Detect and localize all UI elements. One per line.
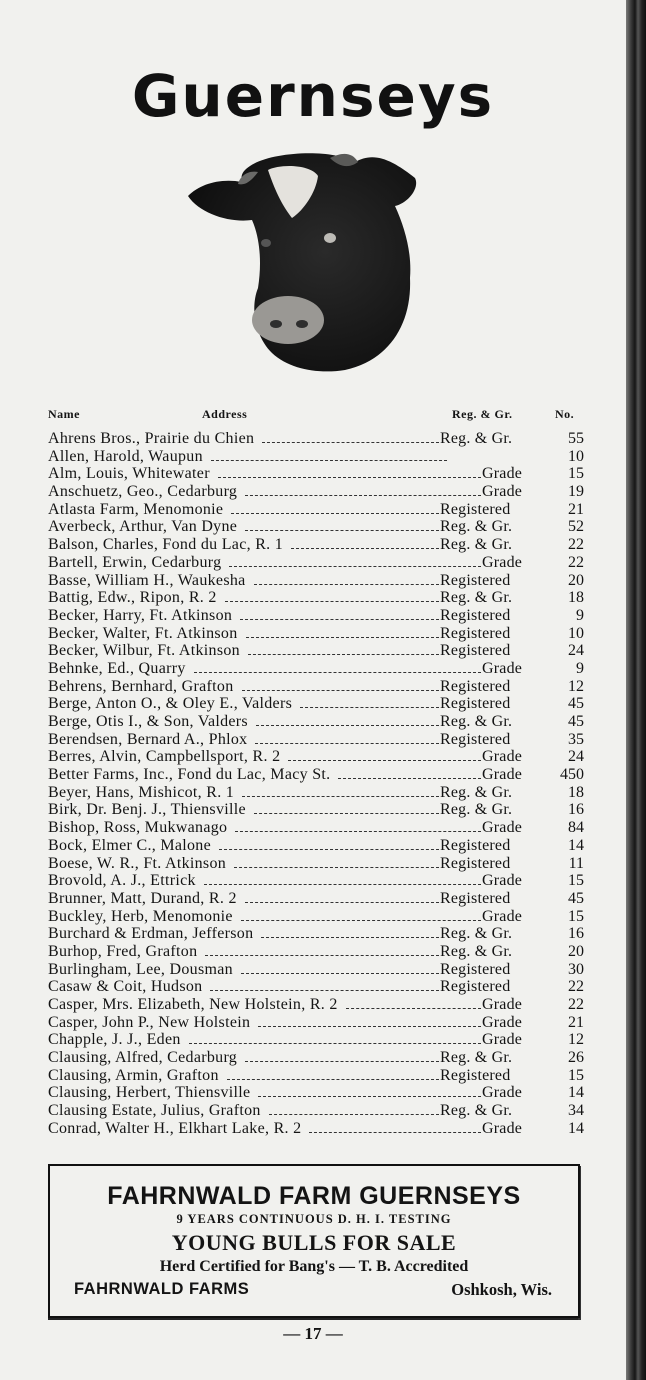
leader-dashes xyxy=(246,625,439,638)
leader-dashes xyxy=(254,801,439,814)
entry-name-address: Allen, Harold, Waupun xyxy=(48,447,203,465)
entry-registration: Registered xyxy=(440,836,511,854)
leader-dashes xyxy=(229,554,481,567)
entry-registration: Registered xyxy=(440,606,511,624)
entry-name-address: Birk, Dr. Benj. J., Thiensville xyxy=(48,801,246,819)
list-item xyxy=(48,465,584,483)
entry-name-address: Casaw & Coit, Hudson xyxy=(48,978,203,996)
entry-name-address: Balson, Charles, Fond du Lac, R. 1 xyxy=(48,536,284,554)
entry-count: 22 xyxy=(568,536,584,554)
leader-dashes xyxy=(291,536,439,549)
list-item xyxy=(48,872,584,890)
entry-name-address: Basse, William H., Waukesha xyxy=(48,571,246,589)
list-item xyxy=(48,925,584,943)
list-item xyxy=(48,1014,584,1032)
list-item xyxy=(48,890,584,908)
list-item xyxy=(48,731,584,749)
entry-count: 14 xyxy=(568,1084,584,1102)
entry-registration: Registered xyxy=(440,571,511,589)
leader-dashes xyxy=(258,1084,481,1097)
entry-registration: Grade xyxy=(482,748,523,766)
entry-name-address: Anschuetz, Geo., Cedarburg xyxy=(48,483,238,501)
list-item xyxy=(48,536,584,554)
entry-registration: Registered xyxy=(440,854,511,872)
entry-count: 14 xyxy=(568,1119,584,1137)
entry-name-address: Chapple, J. J., Eden xyxy=(48,1031,181,1049)
entry-registration: Reg. & Gr. xyxy=(440,925,513,943)
list-item xyxy=(48,961,584,979)
entry-registration: Registered xyxy=(440,730,511,748)
entry-count: 15 xyxy=(568,465,584,483)
entry-registration: Registered xyxy=(440,500,511,518)
list-item xyxy=(48,819,584,837)
entry-registration: Registered xyxy=(440,695,511,713)
list-item xyxy=(48,1084,584,1102)
entry-count: 16 xyxy=(568,925,584,943)
entry-count: 34 xyxy=(568,1102,584,1120)
leader-dashes xyxy=(211,448,447,461)
entry-name-address: Brovold, A. J., Ettrick xyxy=(48,872,196,890)
entry-registration: Grade xyxy=(482,553,523,571)
list-item xyxy=(48,1049,584,1067)
leader-dashes xyxy=(258,1014,481,1027)
leader-dashes xyxy=(205,943,439,956)
column-header-reg: Reg. & Gr. xyxy=(452,407,513,421)
entry-count: 22 xyxy=(568,996,584,1013)
list-item xyxy=(48,978,584,996)
entry-count: 18 xyxy=(568,589,584,607)
leader-dashes xyxy=(234,855,439,868)
leader-dashes xyxy=(254,572,439,585)
entry-name-address: Buckley, Herb, Menomonie xyxy=(48,907,233,925)
entry-name-address: Behnke, Ed., Quarry xyxy=(48,659,186,677)
entry-name-address: Clausing Estate, Julius, Grafton xyxy=(48,1102,261,1120)
ad-farm-name: FAHRNWALD FARMS xyxy=(74,1280,250,1298)
leader-dashes xyxy=(288,748,481,761)
ad-location: Oshkosh, Wis. xyxy=(451,1280,552,1299)
entry-registration: Grade xyxy=(482,1031,523,1049)
page-number: — 17 — xyxy=(283,1324,343,1343)
entry-name-address: Conrad, Walter H., Elkhart Lake, R. 2 xyxy=(48,1119,302,1137)
entry-name-address: Becker, Wilbur, Ft. Atkinson xyxy=(48,642,240,660)
entry-count: 10 xyxy=(568,447,584,465)
entry-name-address: Brunner, Matt, Durand, R. 2 xyxy=(48,889,237,907)
entry-count: 9 xyxy=(576,606,584,624)
entry-registration: Grade xyxy=(482,766,523,784)
entry-name-address: Burchard & Erdman, Jefferson xyxy=(48,925,254,943)
entry-registration: Reg. & Gr. xyxy=(440,1049,513,1067)
guernsey-cow-head-illustration xyxy=(180,148,430,376)
entry-name-address: Boese, W. R., Ft. Atkinson xyxy=(48,854,227,872)
entry-registration: Reg. & Gr. xyxy=(440,518,513,536)
entry-name-address: Clausing, Armin, Grafton xyxy=(48,1066,219,1084)
leader-dashes xyxy=(235,819,481,832)
entry-registration: Registered xyxy=(440,960,511,978)
leader-dashes xyxy=(248,642,439,655)
list-item xyxy=(48,996,584,1014)
list-item xyxy=(48,607,584,625)
entry-registration: Registered xyxy=(440,677,511,695)
entry-registration: Registered xyxy=(440,1066,511,1084)
list-item xyxy=(48,589,584,607)
entry-count: 20 xyxy=(568,571,584,589)
list-item xyxy=(48,642,584,660)
entry-count: 450 xyxy=(560,766,584,784)
entry-registration: Grade xyxy=(482,1084,523,1102)
entry-name-address: Bishop, Ross, Mukwanago xyxy=(48,819,228,837)
leader-dashes xyxy=(242,678,439,691)
entry-registration: Grade xyxy=(482,483,523,501)
entry-count: 10 xyxy=(568,624,584,642)
list-item xyxy=(48,448,584,466)
leader-dashes xyxy=(242,784,439,797)
entry-name-address: Atlasta Farm, Menomonie xyxy=(48,500,224,518)
entry-count: 15 xyxy=(568,907,584,925)
list-item xyxy=(48,501,584,519)
entry-count: 20 xyxy=(568,942,584,960)
list-item xyxy=(48,695,584,713)
list-item xyxy=(48,1067,584,1085)
leader-dashes xyxy=(194,660,481,673)
list-item xyxy=(48,908,584,926)
entry-count: 45 xyxy=(568,695,584,713)
leader-dashes xyxy=(346,996,481,1009)
list-item xyxy=(48,748,584,766)
entry-name-address: Berge, Anton O., & Oley E., Valders xyxy=(48,695,293,713)
entry-name-address: Burhop, Fred, Grafton xyxy=(48,942,198,960)
entry-name-address: Becker, Harry, Ft. Atkinson xyxy=(48,606,233,624)
list-item xyxy=(48,678,584,696)
entry-registration: Registered xyxy=(440,624,511,642)
leader-dashes xyxy=(338,766,481,779)
list-item xyxy=(48,766,584,784)
entry-name-address: Burlingham, Lee, Dousman xyxy=(48,960,233,978)
page-binding-edge xyxy=(626,0,646,1380)
ad-testing-line: 9 YEARS CONTINUOUS D. H. I. TESTING xyxy=(176,1212,452,1226)
entry-count: 45 xyxy=(568,889,584,907)
entry-name-address: Ahrens Bros., Prairie du Chien xyxy=(48,430,255,447)
entry-count: 35 xyxy=(568,730,584,748)
entry-count: 21 xyxy=(568,1013,584,1031)
entry-count: 52 xyxy=(568,518,584,536)
entry-registration: Reg. & Gr. xyxy=(440,430,513,447)
entry-count: 15 xyxy=(568,872,584,890)
entry-name-address: Berendsen, Bernard A., Phlox xyxy=(48,730,248,748)
leader-dashes xyxy=(227,1067,439,1080)
leader-dashes xyxy=(309,1120,481,1133)
entry-registration: Reg. & Gr. xyxy=(440,536,513,554)
leader-dashes xyxy=(189,1031,481,1044)
list-item xyxy=(48,1120,584,1138)
advertisement-box xyxy=(48,1164,580,1318)
entry-name-address: Casper, Mrs. Elizabeth, New Holstein, R. 2 xyxy=(48,996,338,1013)
entry-name-address: Bock, Elmer C., Malone xyxy=(48,836,212,854)
entry-registration: Registered xyxy=(440,642,511,660)
page-title: Guernseys xyxy=(131,62,495,130)
entry-name-address: Averbeck, Arthur, Van Dyne xyxy=(48,518,238,536)
entry-count: 11 xyxy=(568,854,584,872)
entry-name-address: Bartell, Erwin, Cedarburg xyxy=(48,553,222,571)
leader-dashes xyxy=(245,1049,439,1062)
column-header-name: Name xyxy=(48,407,80,421)
entry-count: 24 xyxy=(568,642,584,660)
list-item xyxy=(48,943,584,961)
entry-registration: Grade xyxy=(482,996,523,1013)
column-header-no: No. xyxy=(555,407,575,421)
entry-registration: Reg. & Gr. xyxy=(440,589,513,607)
entry-count: 12 xyxy=(568,677,584,695)
list-item xyxy=(48,1031,584,1049)
entry-name-address: Casper, John P., New Holstein xyxy=(48,1013,251,1031)
entry-registration: Registered xyxy=(440,889,511,907)
column-header-address: Address xyxy=(202,407,248,421)
list-item xyxy=(48,713,584,731)
leader-dashes xyxy=(300,695,439,708)
entry-count: 18 xyxy=(568,783,584,801)
list-item xyxy=(48,518,584,536)
leader-dashes xyxy=(269,1102,439,1115)
footer-rule xyxy=(48,1318,578,1320)
entry-count: 55 xyxy=(568,430,584,447)
entry-count: 30 xyxy=(568,960,584,978)
leader-dashes xyxy=(255,731,439,744)
leader-dashes xyxy=(261,925,439,938)
entry-name-address: Becker, Walter, Ft. Atkinson xyxy=(48,624,238,642)
leader-dashes xyxy=(245,483,481,496)
entry-registration: Grade xyxy=(482,819,523,837)
entry-count: 19 xyxy=(568,483,584,501)
entry-count: 26 xyxy=(568,1049,584,1067)
entry-count: 21 xyxy=(568,500,584,518)
entry-count: 22 xyxy=(568,553,584,571)
entry-count: 24 xyxy=(568,748,584,766)
list-item xyxy=(48,625,584,643)
list-item xyxy=(48,801,584,819)
list-item xyxy=(48,572,584,590)
breeder-list xyxy=(48,430,584,1138)
entry-registration: Reg. & Gr. xyxy=(440,942,513,960)
ad-certified-line: Herd Certified for Bang's — T. B. Accredited xyxy=(159,1258,469,1275)
ad-headline: FAHRNWALD FARM GUERNSEYS xyxy=(107,1182,521,1210)
list-item xyxy=(48,660,584,678)
list-item xyxy=(48,483,584,501)
leader-dashes xyxy=(204,872,481,885)
entry-count: 84 xyxy=(568,819,584,837)
leader-dashes xyxy=(245,890,439,903)
leader-dashes xyxy=(256,713,439,726)
list-item xyxy=(48,1102,584,1120)
entry-name-address: Clausing, Herbert, Thiensville xyxy=(48,1084,251,1102)
entry-registration: Reg. & Gr. xyxy=(440,801,513,819)
entry-registration: Grade xyxy=(482,1119,523,1137)
entry-count: 14 xyxy=(568,836,584,854)
entry-count: 12 xyxy=(568,1031,584,1049)
entry-name-address: Better Farms, Inc., Fond du Lac, Macy St. xyxy=(48,766,331,784)
entry-registration: Grade xyxy=(482,465,523,483)
entry-count: 9 xyxy=(576,659,584,677)
leader-dashes xyxy=(241,961,439,974)
entry-registration: Grade xyxy=(482,1013,523,1031)
entry-count: 15 xyxy=(568,1066,584,1084)
leader-dashes xyxy=(218,465,481,478)
leader-dashes xyxy=(231,501,439,514)
ad-bulls-line: YOUNG BULLS FOR SALE xyxy=(171,1230,457,1255)
list-item xyxy=(48,837,584,855)
entry-registration: Reg. & Gr. xyxy=(440,783,513,801)
entry-registration: Registered xyxy=(440,978,511,996)
entry-name-address: Berres, Alvin, Campbellsport, R. 2 xyxy=(48,748,281,766)
entry-count: 22 xyxy=(568,978,584,996)
entry-registration: Reg. & Gr. xyxy=(440,1102,513,1120)
entry-registration: Reg. & Gr. xyxy=(440,713,513,730)
entry-name-address: Alm, Louis, Whitewater xyxy=(48,465,210,483)
list-item xyxy=(48,430,584,448)
leader-dashes xyxy=(210,978,439,991)
list-item xyxy=(48,554,584,572)
leader-dashes xyxy=(245,518,439,531)
leader-dashes xyxy=(219,837,439,850)
entry-name-address: Beyer, Hans, Mishicot, R. 1 xyxy=(48,783,235,801)
entry-registration: Grade xyxy=(482,659,523,677)
entry-count: 45 xyxy=(568,713,584,730)
entry-registration: Grade xyxy=(482,872,523,890)
leader-dashes xyxy=(225,589,439,602)
entry-name-address: Battig, Edw., Ripon, R. 2 xyxy=(48,589,217,607)
leader-dashes xyxy=(262,430,439,443)
entry-name-address: Berge, Otis I., & Son, Valders xyxy=(48,713,248,730)
entry-count: 16 xyxy=(568,801,584,819)
list-item xyxy=(48,784,584,802)
entry-name-address: Behrens, Bernhard, Grafton xyxy=(48,677,234,695)
entry-name-address: Clausing, Alfred, Cedarburg xyxy=(48,1049,238,1067)
leader-dashes xyxy=(241,908,481,921)
leader-dashes xyxy=(240,607,439,620)
list-item xyxy=(48,855,584,873)
entry-registration: Grade xyxy=(482,907,523,925)
